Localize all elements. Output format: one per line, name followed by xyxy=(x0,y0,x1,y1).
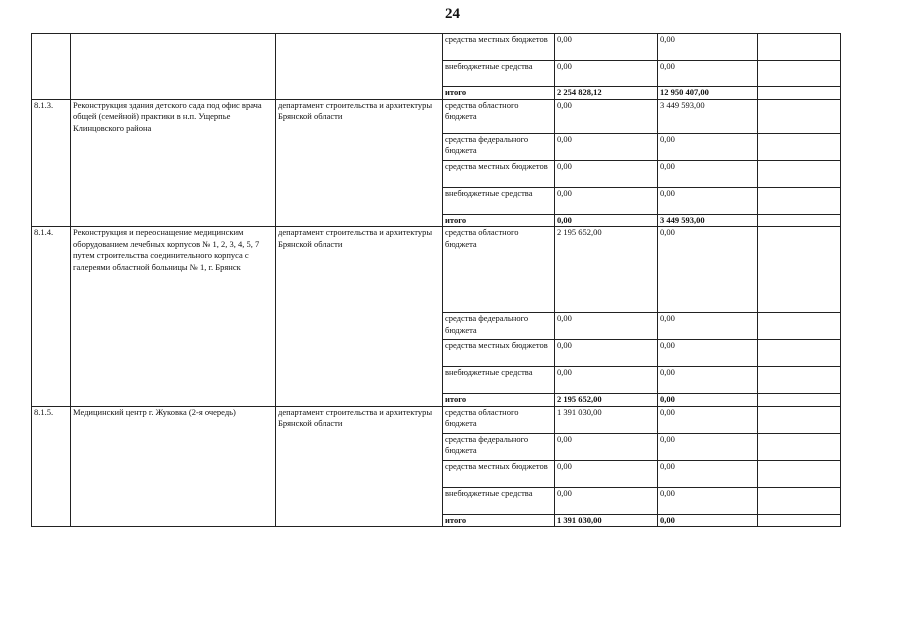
number-cell xyxy=(32,34,71,100)
amount-cell-1: 0,00 xyxy=(555,460,658,487)
amount-cell-2: 0,00 xyxy=(658,460,758,487)
amount-cell-1: 0,00 xyxy=(555,99,658,133)
empty-cell xyxy=(758,394,841,407)
amount-cell-1: 1 391 030,00 xyxy=(555,514,658,527)
amount-cell-1: 2 254 828,12 xyxy=(555,87,658,100)
empty-cell xyxy=(758,87,841,100)
amount-cell-2: 12 950 407,00 xyxy=(658,87,758,100)
empty-cell xyxy=(758,433,841,460)
amount-cell-1: 0,00 xyxy=(555,487,658,514)
name-cell xyxy=(71,34,276,100)
funding-source-cell: итого xyxy=(443,394,555,407)
empty-cell xyxy=(758,514,841,527)
funding-source-cell: средства областного бюджета xyxy=(443,99,555,133)
budget-table xyxy=(31,33,841,527)
amount-cell-2: 0,00 xyxy=(658,133,758,160)
item-executor-cell: департамент строительства и архитектуры Брянской области xyxy=(276,227,443,407)
amount-cell-2: 0,00 xyxy=(658,340,758,367)
empty-cell xyxy=(758,313,841,340)
amount-cell-2: 0,00 xyxy=(658,433,758,460)
funding-source-cell: средства местных бюджетов xyxy=(443,34,555,61)
funding-source-cell: средства областного бюджета xyxy=(443,406,555,433)
empty-cell xyxy=(758,406,841,433)
item-executor-cell: департамент строительства и архитектуры Брянской области xyxy=(276,406,443,527)
executor-cell xyxy=(276,34,443,100)
empty-cell xyxy=(758,340,841,367)
table-row xyxy=(32,227,841,313)
empty-cell xyxy=(758,187,841,214)
amount-cell-1: 0,00 xyxy=(555,313,658,340)
funding-source-cell: внебюджетные средства xyxy=(443,367,555,394)
empty-cell xyxy=(758,160,841,187)
funding-source-cell: итого xyxy=(443,514,555,527)
empty-cell xyxy=(758,99,841,133)
amount-cell-2: 0,00 xyxy=(658,514,758,527)
amount-cell-2: 0,00 xyxy=(658,34,758,61)
empty-cell xyxy=(758,487,841,514)
item-number-cell: 8.1.4. xyxy=(32,227,71,407)
amount-cell-1: 2 195 652,00 xyxy=(555,394,658,407)
amount-cell-1: 0,00 xyxy=(555,34,658,61)
empty-cell xyxy=(758,460,841,487)
amount-cell-2: 3 449 593,00 xyxy=(658,214,758,227)
amount-cell-1: 0,00 xyxy=(555,340,658,367)
amount-cell-2: 0,00 xyxy=(658,227,758,313)
amount-cell-1: 0,00 xyxy=(555,214,658,227)
funding-source-cell: средства федерального бюджета xyxy=(443,133,555,160)
amount-cell-1: 0,00 xyxy=(555,187,658,214)
funding-source-cell: внебюджетные средства xyxy=(443,187,555,214)
amount-cell-2: 0,00 xyxy=(658,313,758,340)
amount-cell-2: 0,00 xyxy=(658,367,758,394)
item-number-cell: 8.1.5. xyxy=(32,406,71,527)
funding-source-cell: средства местных бюджетов xyxy=(443,460,555,487)
empty-cell xyxy=(758,227,841,313)
funding-source-cell: внебюджетные средства xyxy=(443,61,555,87)
amount-cell-2: 0,00 xyxy=(658,61,758,87)
amount-cell-1: 0,00 xyxy=(555,133,658,160)
amount-cell-2: 3 449 593,00 xyxy=(658,99,758,133)
funding-source-cell: средства федерального бюджета xyxy=(443,313,555,340)
amount-cell-1: 0,00 xyxy=(555,433,658,460)
item-executor-cell: департамент строительства и архитектуры Брянской области xyxy=(276,99,443,227)
amount-cell-2: 0,00 xyxy=(658,160,758,187)
amount-cell-2: 0,00 xyxy=(658,394,758,407)
funding-source-cell: внебюджетные средства xyxy=(443,487,555,514)
amount-cell-1: 2 195 652,00 xyxy=(555,227,658,313)
amount-cell-2: 0,00 xyxy=(658,187,758,214)
empty-cell xyxy=(758,133,841,160)
amount-cell-1: 0,00 xyxy=(555,160,658,187)
funding-source-cell: итого xyxy=(443,87,555,100)
table-row xyxy=(32,406,841,433)
item-name-cell: Медицинский центр г. Жуковка (2-я очередь) xyxy=(71,406,276,527)
funding-source-cell: средства федерального бюджета xyxy=(443,433,555,460)
funding-source-cell: итого xyxy=(443,214,555,227)
funding-source-cell: средства местных бюджетов xyxy=(443,340,555,367)
amount-cell-1: 0,00 xyxy=(555,61,658,87)
item-name-cell: Реконструкция здания детского сада под офис врача общей (семейной) практики в н.п. Ущерпье Клинцовского района xyxy=(71,99,276,227)
table-row xyxy=(32,99,841,133)
empty-cell xyxy=(758,367,841,394)
funding-source-cell: средства областного бюджета xyxy=(443,227,555,313)
amount-cell-2: 0,00 xyxy=(658,487,758,514)
table-body xyxy=(32,34,841,527)
empty-cell xyxy=(758,61,841,87)
empty-cell xyxy=(758,214,841,227)
page-number: 24 xyxy=(445,6,460,22)
empty-cell xyxy=(758,34,841,61)
funding-source-cell: средства местных бюджетов xyxy=(443,160,555,187)
amount-cell-1: 0,00 xyxy=(555,367,658,394)
table-row xyxy=(32,34,841,61)
item-name-cell: Реконструкция и переоснащение медицинским оборудованием лечебных корпусов № 1, 2, 3, 4, 5, 7 путем строительства соединительного корпуса с галереями областной больницы № 1, г. Брянск xyxy=(71,227,276,407)
amount-cell-2: 0,00 xyxy=(658,406,758,433)
item-number-cell: 8.1.3. xyxy=(32,99,71,227)
amount-cell-1: 1 391 030,00 xyxy=(555,406,658,433)
